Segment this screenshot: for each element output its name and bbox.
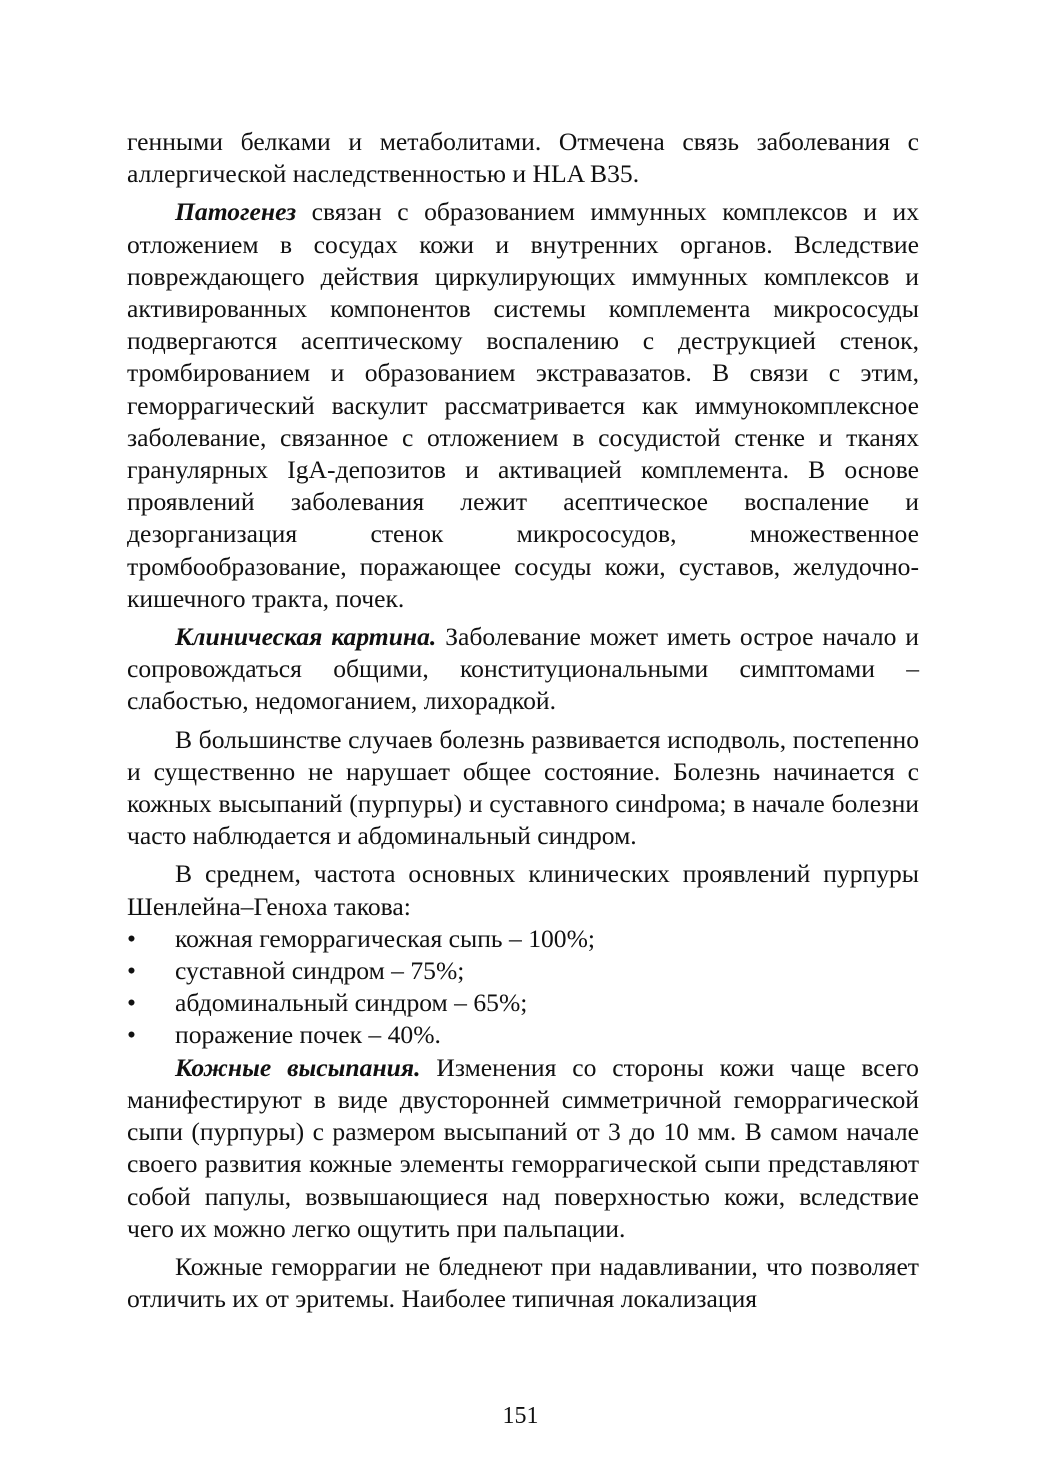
list-item <box>127 955 919 987</box>
list-item-text: поражение почек – 40%. <box>175 1020 441 1050</box>
list-item <box>127 923 919 955</box>
paragraph-text: связан с образованием иммунных комплексов и их отложением в сосудах кожи и внутренних органов. Вследствие повреждающего действия циркулирующих иммунных комплексов и активированных компонентов системы комплемента микрососуды подвергаются асептическому воспалению с деструкцией стенок, тромбированием и образованием экстравазатов. В связи с этим, геморрагический васкулит рассматривается как иммунокомплексное заболевание, связанное с отложением в сосудистой стенке и тканях гранулярных IgA-депозитов и активацией комплемента. В основе проявлений заболевания лежит асептическое воспаление и дезорганизация стенок микрососудов, множественное тромбообразование, поражающее сосуды кожи, суставов, желудочно-кишечного тракта, почек. <box>127 197 919 613</box>
paragraph-skin-rash <box>127 1052 919 1245</box>
paragraph-lead: Кожные высыпания. <box>175 1052 421 1082</box>
list-item-text: абдоминальный синдром – 65%; <box>175 988 528 1018</box>
paragraph-text: Заболевание может иметь острое начало и сопровождаться общими, конституциональными симптомами – слабостью, недомоганием, лихорадкой. <box>127 622 919 716</box>
list-item-text: суставной синдром – 75%; <box>175 956 465 986</box>
paragraph-text: генными белками и метаболитами. Отмечена связь заболевания с аллергической наследственностью и HLA B35. <box>127 127 919 189</box>
paragraph-onset <box>127 724 919 853</box>
paragraph-hemorrhages <box>127 1251 919 1315</box>
paragraph-text: В большинстве случаев болезнь развивается исподволь, постепенно и существенно не нарушает общее состояние. Болезнь начинается с кожных высыпаний (пурпуры) и суставного синdрома; в начале болезни часто наблюдается и абдоминальный синдром. <box>127 724 919 851</box>
bullet-icon: • <box>127 956 136 986</box>
paragraph-lead: Клиническая картина. <box>175 622 437 652</box>
bullet-icon: • <box>127 988 136 1018</box>
paragraph-text: В среднем, частота основных клинических проявлений пурпуры Шенлейна–Геноха такова: <box>127 859 919 921</box>
body-text <box>127 126 919 1315</box>
paragraph-text: Кожные геморрагии не бледнеют при надавливании, что позволяет отличить их от эритемы. Наиболее типичная локализация <box>127 1251 919 1314</box>
paragraph-frequency <box>127 858 919 922</box>
paragraph-clinical-picture <box>127 621 919 718</box>
list-item <box>127 1019 919 1051</box>
bullet-icon: • <box>127 1020 136 1050</box>
paragraph-pathogenesis <box>127 196 919 615</box>
paragraph-lead: Патогенез <box>175 197 297 227</box>
list-item-text: кожная геморрагическая сыпь – 100%; <box>175 923 596 953</box>
paragraph-text: Изменения со стороны кожи чаще всего манифестируют в виде двусторонней симметричной геморрагической сыпи (пурпуры) с размером высыпаний от 3 до 10 мм. В самом начале своего развития кожные элементы геморрагической сыпи представляют собой папулы, возвышающиеся над поверхностью кожи, вследствие чего их можно легко ощутить при пальпации. <box>127 1052 919 1243</box>
page-number: 151 <box>502 1403 539 1429</box>
bullet-icon: • <box>127 923 136 953</box>
paragraph-continuation <box>127 126 919 190</box>
list-item <box>127 987 919 1019</box>
frequency-list <box>127 923 919 1052</box>
